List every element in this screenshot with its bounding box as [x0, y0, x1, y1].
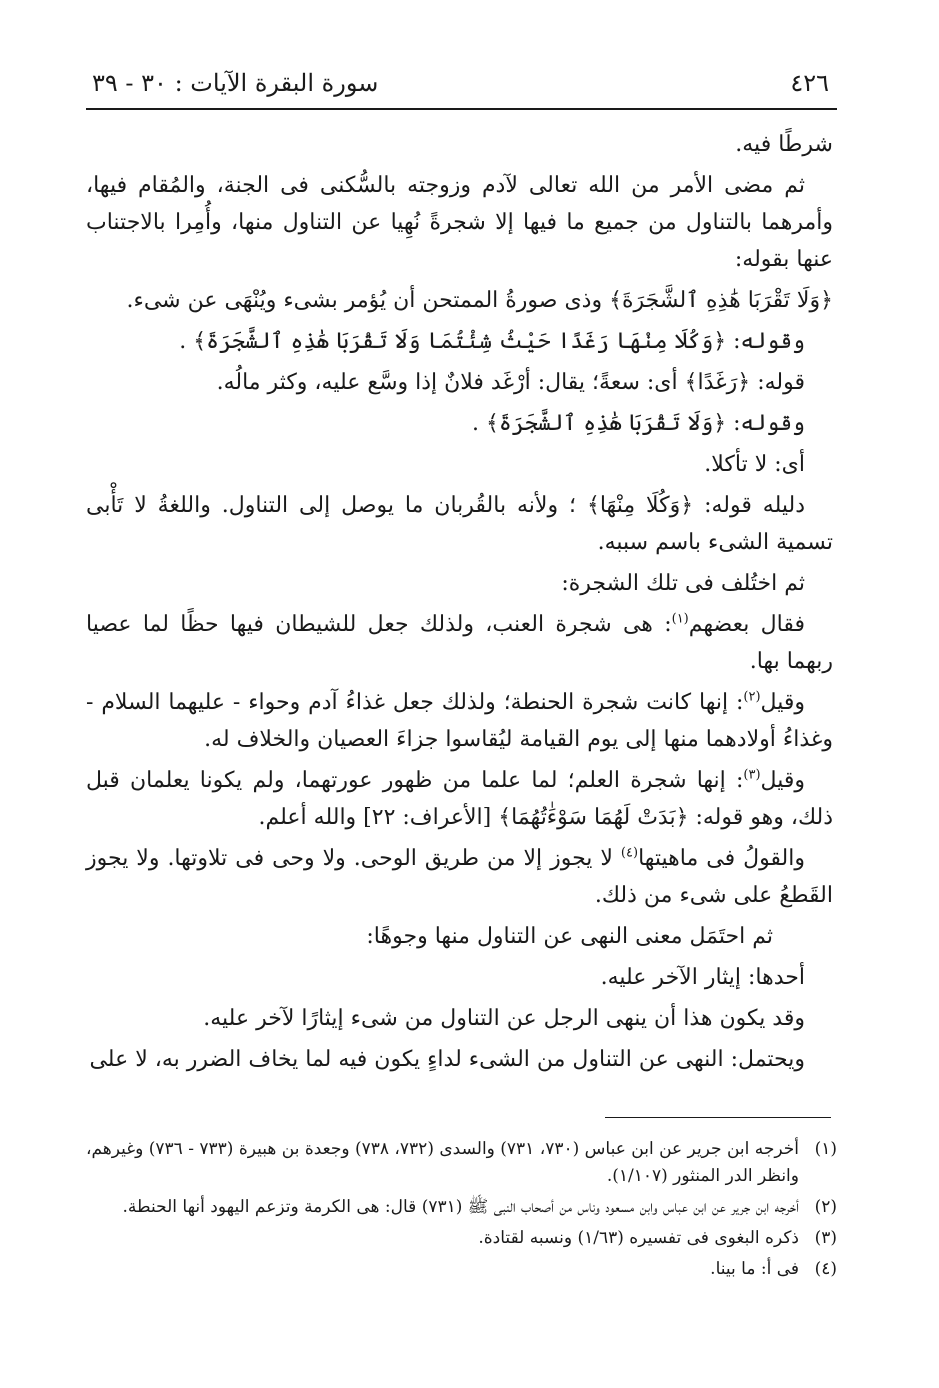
paragraph	[86, 364, 833, 401]
quran-quote: ﴿وَكُلَا مِنْهَا رَغَدًا حَيْثُ شِئْتُمَا وَلَا تَقْرَبَا هَٰذِهِ ٱلشَّجَرَةَ﴾	[193, 329, 727, 354]
paragraph	[86, 167, 833, 278]
paragraph-text: قوله:	[750, 370, 805, 395]
paragraph-text: أى: سعةً؛ يقال: أرْغَد فلانٌ إذا وسَّع عليه، وكثر مالُه.	[216, 370, 685, 395]
footnote-separator	[605, 1117, 831, 1118]
paragraph-text: ويحتمل: النهى عن التناول من الشىء لداءٍ يكون فيه لما يخاف الضرر به، لا على	[89, 1047, 805, 1072]
footnote	[86, 1256, 837, 1283]
footnote	[86, 1194, 837, 1221]
running-title: سورة البقرة الآيات : ٣٠ - ٣٩	[92, 69, 379, 97]
paragraph	[86, 684, 833, 758]
quran-quote: ﴿رَغَدًا﴾	[684, 370, 751, 395]
paragraph	[86, 446, 833, 483]
paragraph	[86, 487, 833, 561]
footnote	[86, 1225, 837, 1252]
footnote-text: أخرجه ابن جرير عن ابن عباس وابن مسعود وناس من أصحاب النبى ﷺ (٧٣١) قال: هى الكرمة وتزعم اليهود أنها الحنطة.	[122, 1197, 799, 1217]
paragraph-text: أحدها: إيثار الآخر عليه.	[600, 965, 805, 990]
footnote-ref: (١)	[671, 611, 689, 627]
footnote-number: (٢)	[814, 1197, 837, 1217]
footnote-text: أخرجه ابن جرير عن ابن عباس (٧٣٠، ٧٣١) والسدى (٧٣٢، ٧٣٨) وجعدة بن هبيرة (٧٣٣ - ٧٣٦) وغيرهم، وانظر الدر المنثور (١/١٠٧).	[86, 1139, 799, 1186]
paragraph	[86, 918, 833, 955]
paragraph-text: شرطًا فيه.	[735, 132, 833, 157]
footnote-number: (٤)	[814, 1259, 837, 1279]
paragraph-text: ؛ ولأنه بالقُربان ما يوصل إلى التناول. واللغةُ لا تَأْبى تسمية الشىء باسم سببه.	[86, 493, 833, 555]
paragraph	[86, 126, 833, 163]
paragraph-text: ثم اختُلف فى تلك الشجرة:	[561, 571, 805, 596]
paragraph-text: وقوله:	[726, 411, 805, 436]
paragraph-text: ثم احتَمَل معنى النهى عن التناول منها وجوهًا:	[366, 924, 773, 949]
quran-quote: ﴿وَلَا تَقْرَبَا هَٰذِهِ ٱلشَّجَرَةَ﴾	[609, 288, 833, 313]
paragraph-text: وقيل	[760, 768, 805, 793]
paragraph	[86, 323, 833, 360]
paragraph-text: وقد يكون هذا أن ينهى الرجل عن التناول من شىء إيثارًا لآخر عليه.	[203, 1006, 805, 1031]
running-header	[86, 58, 837, 110]
footnote-ref: (٢)	[743, 689, 761, 705]
paragraph-text: ثم مضى الأمر من الله تعالى لآدم وزوجته بالسُّكنى فى الجنة، والمُقام فيها، وأمرهما بالتناول من جميع ما فيها إلا شجرةً نُهِيا عن التناول منها، وأُمِرا بالاجتناب عنها بقوله:	[86, 173, 833, 272]
paragraph-text: [الأعراف: ٢٢] والله أعلم.	[258, 805, 499, 830]
paragraph	[86, 1000, 833, 1037]
paragraph-text: فقال بعضهم	[688, 612, 805, 637]
paragraph-text: : إنها شجرة العلم؛ لما علما من ظهور عورتهما، ولم يكونا يعلمان قبل ذلك، وهو قوله:	[86, 768, 833, 830]
page-number: ٤٢٦	[790, 69, 829, 97]
paragraph-text: .	[179, 329, 194, 354]
paragraph	[86, 1041, 833, 1078]
quran-quote: ﴿وَلَا تَقْرَبَا هَٰذِهِ ٱلشَّجَرَةَ﴾	[486, 411, 727, 436]
quran-quote: ﴿بَدَتْ لَهُمَا سَوْءَٰتُهُمَا﴾	[498, 805, 689, 830]
paragraph	[86, 762, 833, 836]
paragraph-text: : إنها كانت شجرة الحنطة؛ ولذلك جعل غذاءُ آدم وحواء - عليهما السلام - وغذاءُ أولادهما منها إلى يوم القيامة ليُقاسوا جزاءَ العصيان والخلاف له.	[86, 690, 833, 752]
paragraph-text: لا يجوز إلا من طريق الوحى. ولا وحى فى تلاوتها. ولا يجوز القَطعُ على شىء من ذلك.	[86, 846, 833, 908]
paragraph-text: وقيل	[760, 690, 805, 715]
paragraph-text: وذى صورةُ الممتحن أن يُؤمر بشىء ويُنْهَى عن شىء.	[126, 288, 610, 313]
paragraph-text: .	[472, 411, 487, 436]
main-text	[86, 126, 833, 1082]
paragraph-text: والقولُ فى ماهيتها	[638, 846, 805, 871]
footnote-text: فى أ: ما بينا.	[710, 1259, 799, 1279]
paragraph	[86, 282, 833, 319]
footnote-number: (٣)	[814, 1228, 837, 1248]
paragraph	[86, 405, 833, 442]
paragraph-text: وقوله:	[726, 329, 805, 354]
quran-quote: ﴿وَكُلَا مِنْهَا﴾	[586, 493, 694, 518]
paragraph-text: أى: لا تأكلا.	[704, 452, 805, 477]
paragraph-text: دليله قوله:	[693, 493, 806, 518]
footnote-number: (١)	[814, 1139, 837, 1159]
paragraph	[86, 959, 833, 996]
paragraph-text: : هى شجرة العنب، ولذلك جعل للشيطان فيها حظًا لما عصيا ربهما بها.	[86, 612, 833, 674]
footnote-ref: (٤)	[620, 845, 639, 861]
footnotes	[86, 1136, 837, 1287]
paragraph	[86, 606, 833, 680]
footnote-text: ذكره البغوى فى تفسيره (١/٦٣) ونسبه لقتادة.	[478, 1228, 799, 1248]
footnote	[86, 1136, 837, 1190]
footnote-ref: (٣)	[743, 767, 761, 783]
paragraph	[86, 840, 833, 914]
paragraph	[86, 565, 833, 602]
